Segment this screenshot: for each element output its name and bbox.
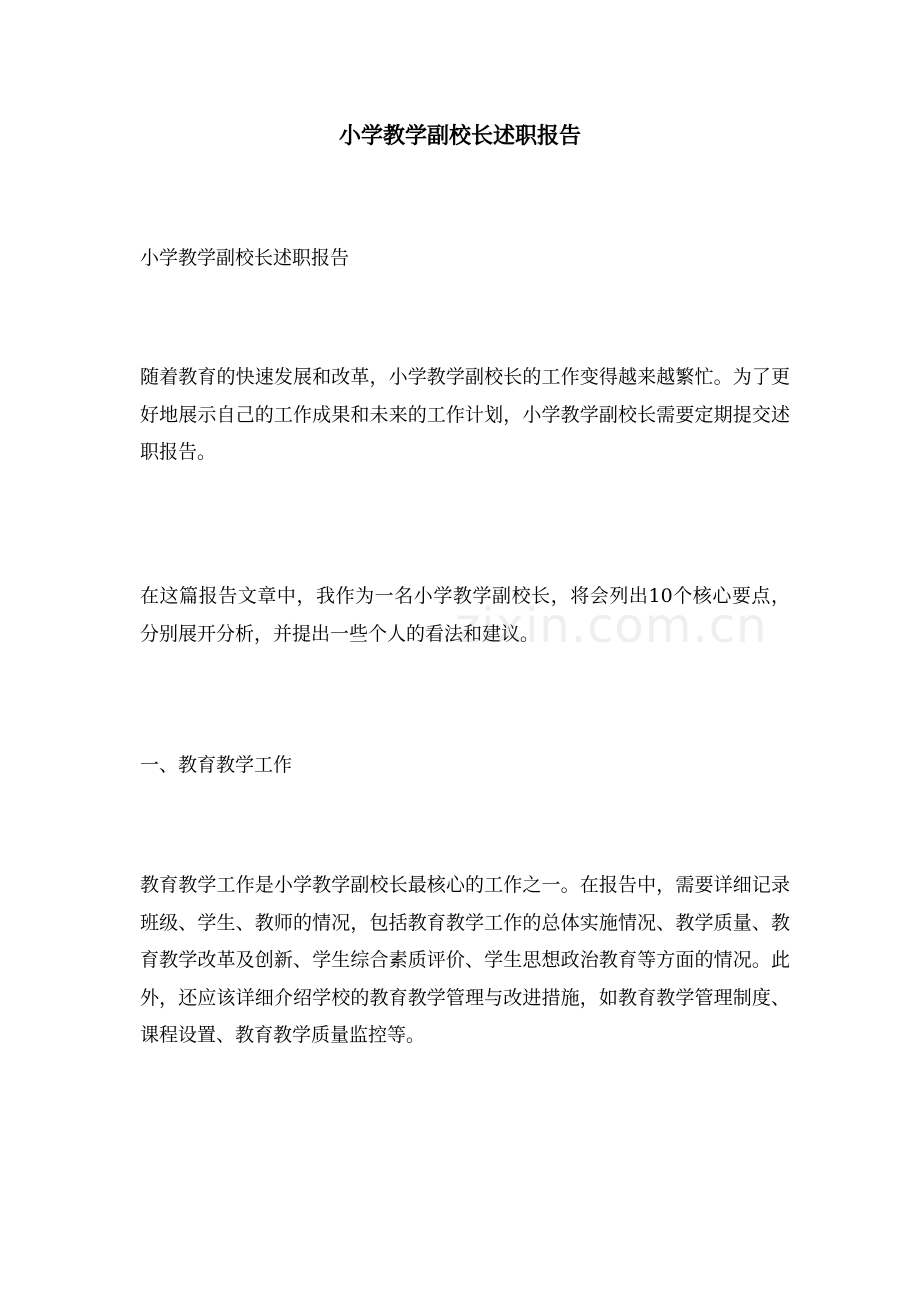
document-title: 小学教学副校长述职报告	[338, 123, 581, 149]
watermark: zixin.com.cn	[455, 598, 768, 654]
section-1-body: 教育教学工作是小学教学副校长最核心的工作之一。在报告中，需要详细记录班级、学生、教师的情况，包括教育教学工作的总体实施情况、教学质量、教育教学改革及创新、学生综合素质评价、学生思想政治教育等方面的情况。此外，还应该详细介绍学校的教育教学管理与改进措施，如教育教学管理制度、课程设置、教育教学质量监控等。	[140, 874, 790, 1046]
outline-paragraph: 在这篇报告文章中，我作为一名小学教学副校长，将会列出10个核心要点，分别展开分析，并提出一些个人的看法和建议。	[140, 585, 790, 645]
section-1-heading: 一、教育教学工作	[140, 754, 293, 776]
document-subtitle: 小学教学副校长述职报告	[140, 247, 350, 269]
intro-paragraph: 随着教育的快速发展和改革，小学教学副校长的工作变得越来越繁忙。为了更好地展示自己的工作成果和未来的工作计划，小学教学副校长需要定期提交述职报告。	[140, 366, 790, 463]
